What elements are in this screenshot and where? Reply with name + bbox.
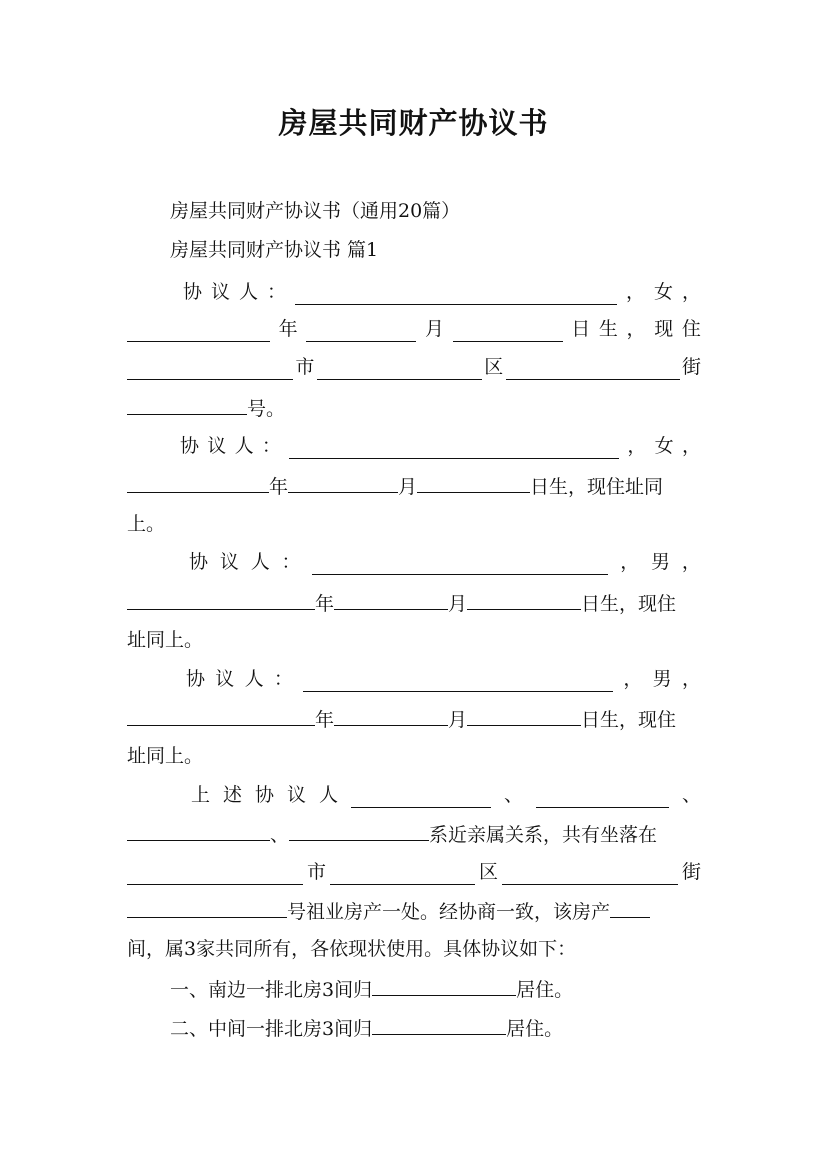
party1-day-blank[interactable] [453, 321, 563, 342]
party3-line2: 年 月 日生，现住 [127, 589, 676, 617]
party4-day-blank[interactable] [467, 705, 581, 726]
item2-owner-blank[interactable] [372, 1014, 506, 1035]
party2-month-blank[interactable] [288, 472, 398, 493]
para-street-blank[interactable] [502, 864, 678, 885]
party1-line1: 协 议 人 ： ， 女 ， [183, 281, 701, 303]
party2-line2: 年 月 日生，现住址同 [127, 472, 663, 500]
party1-city-blank[interactable] [127, 359, 293, 380]
para-person4-blank[interactable] [289, 820, 429, 841]
item-1: 一、南边一排北房3间归 居住。 [170, 975, 573, 1003]
party1-line2: 年 月 日 生 ， 现 住 [127, 316, 701, 342]
party3-month-blank[interactable] [334, 589, 448, 610]
party1-year-blank[interactable] [127, 321, 270, 342]
party1-line3: 市 区 街 [127, 354, 701, 380]
party1-number-blank[interactable] [127, 394, 247, 415]
para-person2-blank[interactable] [536, 787, 669, 808]
item-2: 二、中间一排北房3间归 居住。 [170, 1014, 563, 1042]
party4-year-blank[interactable] [127, 705, 315, 726]
party1-line4: 号。 [127, 394, 285, 422]
party3-line1: 协 议 人 ： ， 男 ， [189, 551, 701, 573]
party1-month-blank[interactable] [306, 321, 416, 342]
party4-name-blank[interactable] [303, 671, 613, 692]
para-rooms-blank[interactable] [610, 897, 650, 918]
party3-year-blank[interactable] [127, 589, 315, 610]
party4-line3: 址同上。 [127, 745, 204, 767]
para-line5: 间，属3家共同所有，各依现状使用。具体协议如下： [127, 938, 577, 960]
party1-district-blank[interactable] [317, 359, 482, 380]
para-line4: 号祖业房产一处。经协商一致，该房产 [127, 897, 650, 925]
para-line2: 、 系近亲属关系，共有坐落在 [127, 820, 657, 848]
party2-year-blank[interactable] [127, 472, 269, 493]
party4-line1: 协 议 人 ： ， 男 ， [186, 668, 701, 690]
para-line3: 市 区 街 [127, 859, 701, 885]
para-number-blank[interactable] [127, 897, 287, 918]
para-line1: 上 述 协 议 人 、 、 [191, 784, 701, 806]
para-person3-blank[interactable] [127, 820, 270, 841]
item1-owner-blank[interactable] [372, 975, 516, 996]
document-subtitle: 房屋共同财产协议书（通用20篇） [170, 200, 461, 222]
party2-day-blank[interactable] [417, 472, 530, 493]
party2-name-blank[interactable] [289, 438, 619, 459]
section-heading: 房屋共同财产协议书 篇1 [170, 239, 379, 261]
party3-line3: 址同上。 [127, 629, 204, 651]
party1-name-blank[interactable] [295, 284, 617, 305]
party3-name-blank[interactable] [312, 554, 608, 575]
party4-line2: 年 月 日生，现住 [127, 705, 676, 733]
document-title: 房屋共同财产协议书 [278, 106, 549, 140]
party2-line1: 协 议 人 ： ， 女 ， [180, 435, 701, 457]
party2-line3: 上。 [127, 513, 166, 535]
party3-day-blank[interactable] [467, 589, 581, 610]
para-person1-blank[interactable] [351, 787, 491, 808]
para-city-blank[interactable] [127, 864, 303, 885]
party1-street-blank[interactable] [506, 359, 680, 380]
para-district-blank[interactable] [330, 864, 475, 885]
party4-month-blank[interactable] [334, 705, 448, 726]
